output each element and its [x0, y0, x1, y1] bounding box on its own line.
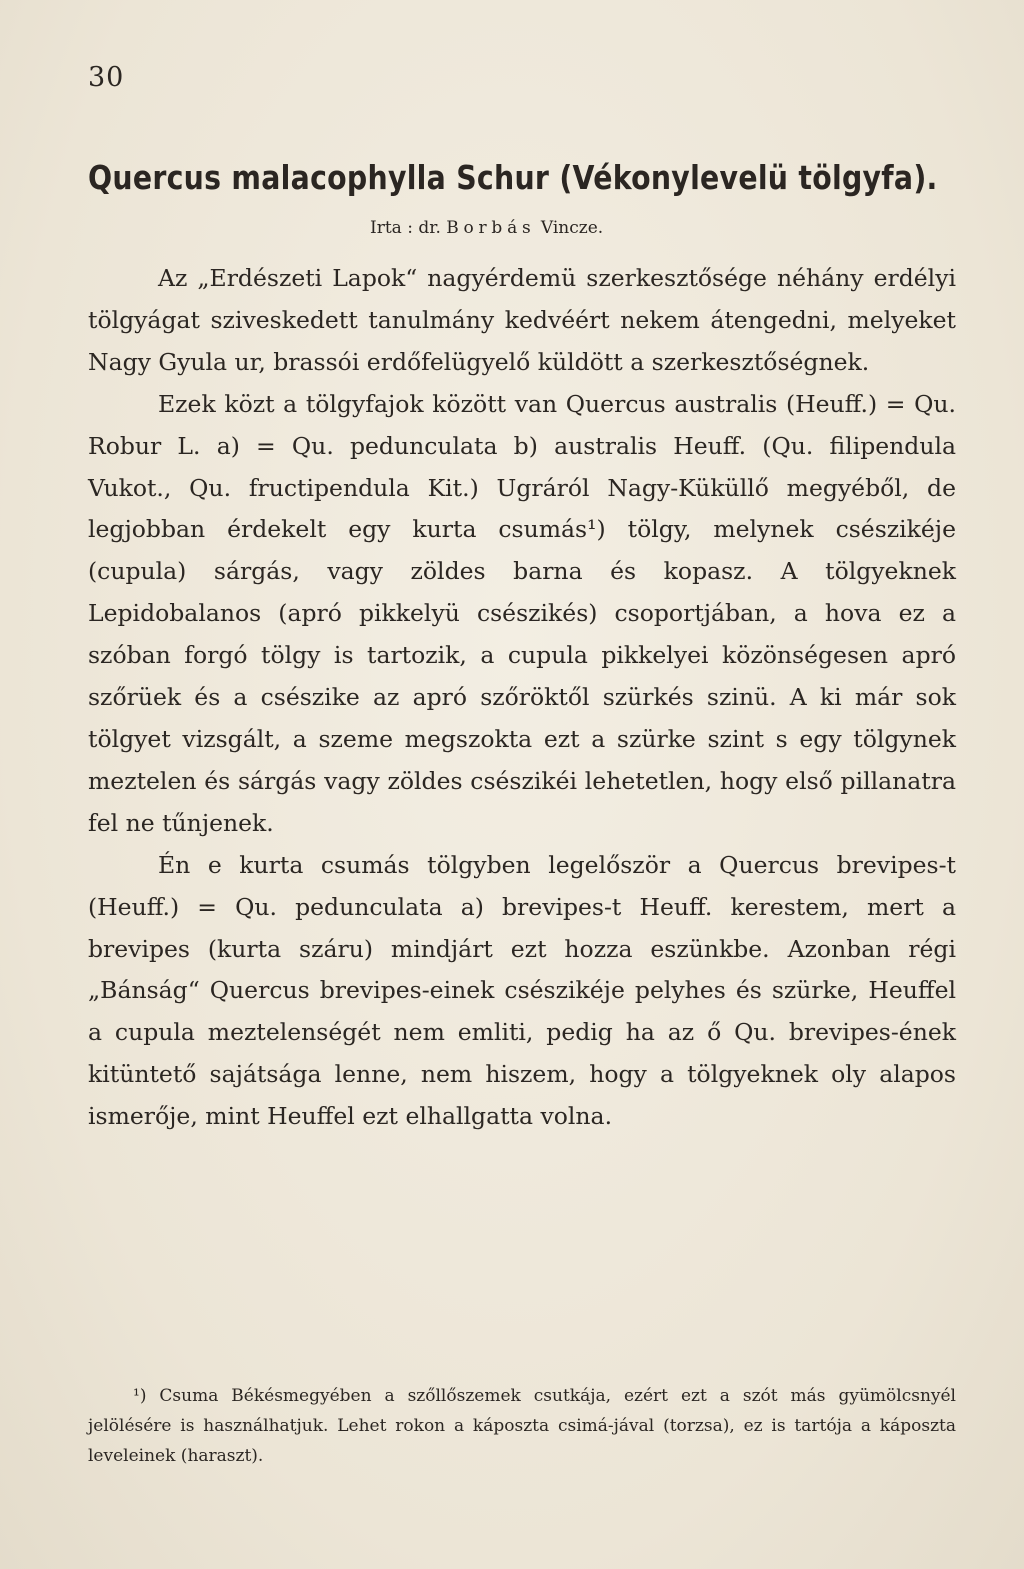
author-prefix: Irta : dr. [370, 218, 441, 238]
paragraph-2: Ezek közt a tölgyfajok között van Quercus australis (Heuff.) = Qu. Robur L. a) = Qu. pedunculata b) australis Heuff. (Qu. filipendula Vukot., Qu. fructipendula Kit.) Ugráról Nagy-Küküllő megyéből, de legjobban érdekelt egy kurta csumás¹) tölgy, melynek csészikéje (cupula) sárgás, vagy zöldes barna és kopasz. A tölgyeknek Lepidobalanos (apró pikkelyü csészikés) csoportjában, a hova ez a szóban forgó tölgy is tartozik, a cupula pikkelyei közönségesen apró szőrüek és a csészike az apró szőröktől szürkés szinü. A ki már sok tölgyet vizsgált, a szeme megszokta ezt a szürke szint s egy tölgynek meztelen és sárgás vagy zöldes csészikéi lehetetlen, hogy első pillanatra fel ne tűnjenek. [88, 389, 956, 837]
footnote-text: ¹) Csuma Békésmegyében a szőllőszemek csutkája, ezért ezt a szót más gyümölcsnyél jelölésére is használhatjuk. Lehet rokon a káposzta csimá-jával (torzsa), ez is tartója a káposzta leveleinek (haraszt). [88, 1386, 956, 1466]
author-forename: Vincze. [540, 218, 604, 238]
author-line [370, 218, 603, 238]
footnote [88, 1381, 956, 1471]
paragraph-3: Én e kurta csumás tölgyben legelőször a Quercus brevipes-t (Heuff.) = Qu. pedunculata a) brevipes-t Heuff. kerestem, mert a brevipes (kurta száru) mindjárt ezt hozza eszünkbe. Azonban régi „Bánság“ Quercus brevipes-einek csészikéje pelyhes és szürke, Heuffel a cupula meztelenségét nem emliti, pedig ha az ő Qu. brevipes-ének kitüntető sajátsága lenne, nem hiszem, hogy a tölgyeknek oly alapos ismerője, mint Heuffel ezt elhallgatta volna. [88, 850, 956, 1131]
article-title: Quercus malacophylla Schur (Vékonylevelü tölgyfa). [88, 158, 938, 197]
paragraph-1: Az „Erdészeti Lapok“ nagyérdemü szerkesztősége néhány erdélyi tölgyágat sziveskedett tanulmány kedvéért nekem átengedni, melyeket Nagy Gyula ur, brassói erdőfelügyelő küldött a szerkesztőségnek. [88, 264, 956, 376]
page-number: 30 [88, 62, 125, 93]
author-surname: Borbás [446, 218, 536, 238]
article-body [88, 258, 956, 1138]
